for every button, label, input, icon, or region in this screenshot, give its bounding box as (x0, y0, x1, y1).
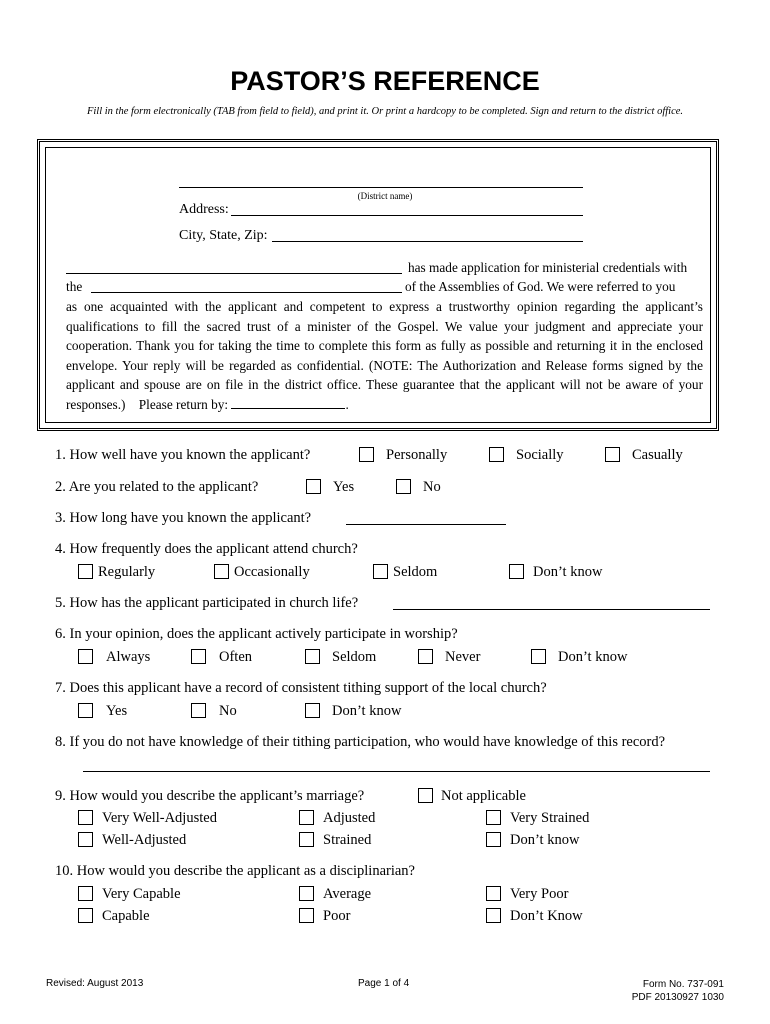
option-very-poor-label: Very Poor (510, 886, 569, 902)
checkbox-marriage-dont-know[interactable] (486, 832, 501, 847)
option-average-label: Average (323, 886, 372, 902)
checkbox-poor[interactable] (299, 908, 314, 923)
checkbox-attend-seldom[interactable] (373, 564, 388, 579)
checkbox-tithing-yes[interactable] (78, 703, 93, 718)
city-state-zip-field[interactable] (272, 241, 583, 242)
option-poor-label: Poor (323, 908, 351, 924)
return-by-label: Please return by: (138, 396, 229, 412)
checkbox-adjusted[interactable] (299, 810, 314, 825)
return-by-period: . (345, 396, 349, 412)
instructions-text: Fill in the form electronically (TAB from field to field), and print it. Or print a hardcopy to be completed. Sign and return to the district office. (86, 106, 684, 117)
checkbox-personally[interactable] (359, 447, 374, 462)
option-tithing-no-label: No (219, 703, 237, 719)
known-duration-field[interactable] (346, 524, 506, 525)
option-worship-dont-know-label: Don’t know (558, 649, 628, 665)
question-7-text: 7. Does this applicant have a record of consistent tithing support of the local church? (55, 680, 547, 696)
option-not-applicable-label: Not applicable (441, 788, 526, 804)
city-state-zip-label: City, State, Zip: (179, 228, 268, 243)
option-very-strained-label: Very Strained (510, 810, 590, 826)
question-2-text: 2. Are you related to the applicant? (55, 479, 259, 495)
checkbox-very-poor[interactable] (486, 886, 501, 901)
option-related-yes-label: Yes (333, 479, 355, 495)
option-attend-dont-know-label: Don’t know (533, 564, 603, 580)
checkbox-worship-dont-know[interactable] (531, 649, 546, 664)
checkbox-socially[interactable] (489, 447, 504, 462)
option-strained-label: Strained (323, 832, 372, 848)
checkbox-strained[interactable] (299, 832, 314, 847)
return-by-date-field[interactable] (231, 397, 345, 409)
checkbox-discipline-dont-know[interactable] (486, 908, 501, 923)
pdf-id: PDF 20130927 1030 (631, 992, 724, 1003)
intro-line1-text: has made application for ministerial credentials with (408, 260, 688, 275)
page-title: PASTOR’S REFERENCE (230, 66, 540, 96)
option-never-label: Never (445, 649, 481, 665)
question-1-text: 1. How well have you known the applicant? (55, 447, 311, 463)
checkbox-related-no[interactable] (396, 479, 411, 494)
page-number: Page 1 of 4 (358, 978, 410, 989)
question-10-text: 10. How would you describe the applicant as a disciplinarian? (55, 863, 415, 879)
checkbox-tithing-no[interactable] (191, 703, 206, 718)
question-8-text: 8. If you do not have knowledge of their tithing participation, who would have knowledge of this record? (55, 734, 666, 750)
option-very-capable-label: Very Capable (102, 886, 181, 902)
district-name-caption: (District name) (357, 191, 413, 201)
question-6-text: 6. In your opinion, does the applicant actively participate in worship? (55, 626, 458, 642)
question-4-text: 4. How frequently does the applicant attend church? (55, 541, 358, 557)
checkbox-very-capable[interactable] (78, 886, 93, 901)
option-well-adjusted-label: Well-Adjusted (102, 832, 187, 848)
church-participation-field[interactable] (393, 609, 710, 610)
checkbox-marriage-not-applicable[interactable] (418, 788, 433, 803)
option-seldom-label: Seldom (393, 564, 438, 580)
option-adjusted-label: Adjusted (323, 810, 376, 826)
checkbox-worship-always[interactable] (78, 649, 93, 664)
option-tithing-yes-label: Yes (106, 703, 128, 719)
district-council-field[interactable] (91, 292, 402, 293)
option-personally-label: Personally (386, 447, 448, 463)
checkbox-very-well-adjusted[interactable] (78, 810, 93, 825)
checkbox-worship-seldom[interactable] (305, 649, 320, 664)
option-socially-label: Socially (516, 447, 564, 463)
intro-line2-head: the (66, 279, 83, 294)
option-casually-label: Casually (632, 447, 683, 463)
intro-line2-text: of the Assemblies of God. We were referred to you (405, 279, 676, 294)
option-regularly-label: Regularly (98, 564, 156, 580)
revised-date: Revised: August 2013 (46, 978, 144, 989)
checkbox-tithing-dont-know[interactable] (305, 703, 320, 718)
checkbox-worship-often[interactable] (191, 649, 206, 664)
option-discipline-dont-know-label: Don’t Know (510, 908, 583, 924)
question-3-text: 3. How long have you known the applicant? (55, 510, 312, 526)
question-5-text: 5. How has the applicant participated in church life? (55, 595, 359, 611)
checkbox-casually[interactable] (605, 447, 620, 462)
option-very-well-adjusted-label: Very Well-Adjusted (102, 810, 217, 826)
option-marriage-dont-know-label: Don’t know (510, 832, 580, 848)
checkbox-very-strained[interactable] (486, 810, 501, 825)
checkbox-capable[interactable] (78, 908, 93, 923)
intro-paragraph (66, 297, 703, 414)
option-capable-label: Capable (102, 908, 150, 924)
intro-body-text: as one acquainted with the applicant and competent to express a trustworthy opinion regarding the applicant’s qualifications to fill the sacred trust of a minister of the Gospel. We value your judgment and appreciate your cooperation. Thank you for taking the time to complete this form as fully as possible and returning it in the enclosed envelope. Your reply will be regarded as confidential. (NOTE: The Authorization and Release forms signed by the applicant and spouse are on file in the district office. These guarantee that the applicant will not be aware of your responses.) (66, 299, 703, 412)
option-often-label: Often (219, 649, 253, 665)
form-number: Form No. 737-091 (642, 979, 724, 990)
tithing-knowledge-field[interactable] (83, 771, 710, 772)
checkbox-attend-regularly[interactable] (78, 564, 93, 579)
checkbox-related-yes[interactable] (306, 479, 321, 494)
option-worship-seldom-label: Seldom (332, 649, 377, 665)
checkbox-attend-dont-know[interactable] (509, 564, 524, 579)
checkbox-well-adjusted[interactable] (78, 832, 93, 847)
option-occasionally-label: Occasionally (234, 564, 310, 580)
option-tithing-dont-know-label: Don’t know (332, 703, 402, 719)
address-label: Address: (179, 202, 229, 217)
checkbox-average[interactable] (299, 886, 314, 901)
address-field[interactable] (231, 215, 583, 216)
checkbox-worship-never[interactable] (418, 649, 433, 664)
option-related-no-label: No (423, 479, 441, 495)
checkbox-attend-occasionally[interactable] (214, 564, 229, 579)
district-name-field[interactable] (179, 187, 583, 188)
applicant-name-field[interactable] (66, 273, 402, 274)
question-9-text: 9. How would you describe the applicant’s marriage? (55, 788, 365, 804)
option-always-label: Always (106, 649, 151, 665)
